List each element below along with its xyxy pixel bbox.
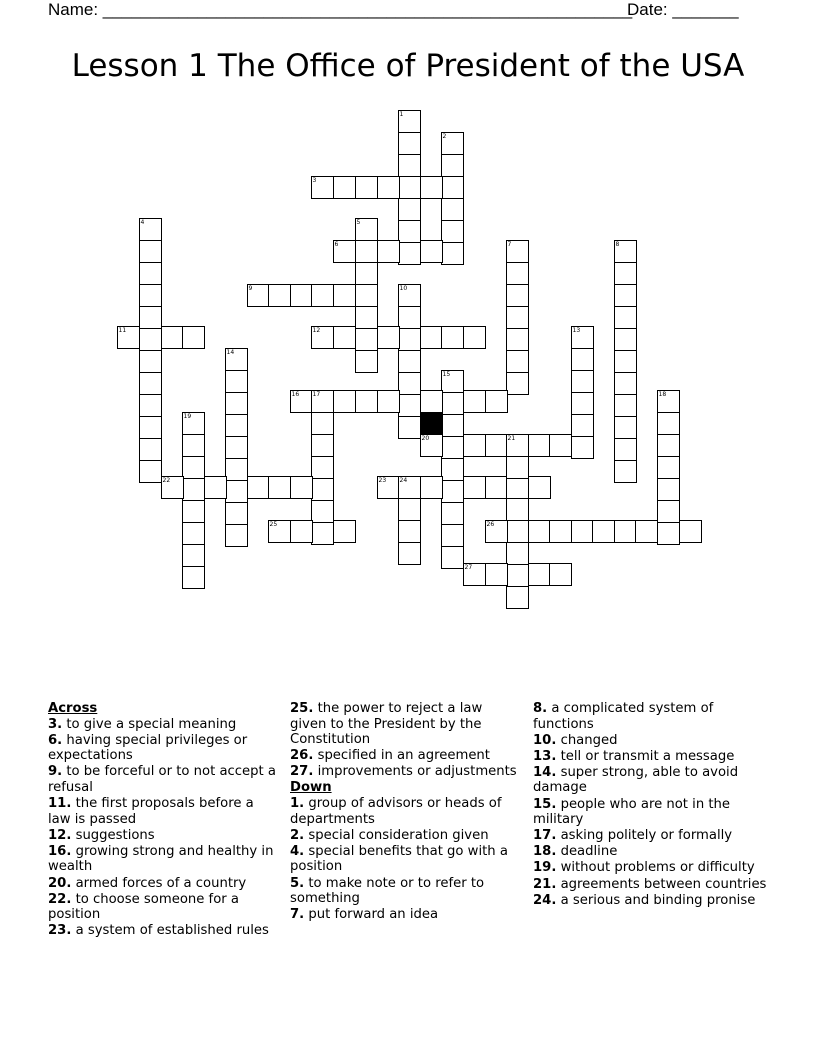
clue-item [533,877,773,893]
clue-item [48,717,280,733]
clue-number-label: 10 [399,284,408,292]
grid-cell[interactable] [398,328,421,351]
grid-cell[interactable] [506,476,529,499]
clue-number-label: 20 [421,434,430,442]
grid-cell[interactable] [311,522,334,545]
grid-cell[interactable] [420,390,443,413]
grid-cell[interactable] [614,328,637,351]
clue-number-label: 25 [269,520,278,528]
grid-cell[interactable] [139,306,162,329]
clue-item-number: 8. [533,701,548,716]
grid-cell[interactable] [398,154,421,177]
grid-cell[interactable] [571,414,594,437]
clue-number-label: 19 [183,412,192,420]
grid-cell[interactable] [657,456,680,479]
clue-item-text: agreements between countries [556,876,767,892]
clue-item [48,923,280,939]
grid-cell[interactable] [506,542,529,565]
grid-cell[interactable] [398,542,421,565]
grid-cell[interactable] [311,284,334,307]
clue-item [290,876,522,907]
grid-cell[interactable] [506,306,529,329]
grid-cell[interactable] [463,390,486,413]
grid-cell[interactable] [420,176,443,199]
grid-cell[interactable] [377,326,400,349]
grid-cell[interactable] [549,520,572,543]
clue-number-label: 21 [507,434,516,442]
grid-cell[interactable] [182,566,205,589]
clue-item-number: 21. [533,876,557,892]
grid-cell[interactable] [571,392,594,415]
clue-item-text: a system of established rules [71,923,269,939]
clue-item [533,733,773,749]
grid-cell[interactable] [571,436,594,459]
grid-cell[interactable] [614,262,637,285]
clue-item-text: changed [556,732,618,748]
grid-cell[interactable] [377,390,400,413]
grid-cell[interactable] [441,502,464,525]
grid-cell[interactable] [311,412,334,435]
grid-cell[interactable] [290,284,313,307]
grid-cell[interactable] [398,242,421,265]
grid-cell[interactable] [139,460,162,483]
grid-cell[interactable] [398,176,421,199]
clue-item [48,844,280,875]
page-title: Lesson 1 The Office of President of the USA [71,48,745,84]
clue-item-number: 3. [48,716,63,732]
grid-cell[interactable] [139,262,162,285]
grid-cell[interactable] [506,520,529,543]
clue-item [48,876,280,892]
grid-cell[interactable] [139,394,162,417]
clue-item-number: 2. [290,827,305,843]
grid-cell[interactable] [268,476,291,499]
grid-cell[interactable] [571,520,594,543]
clue-item [290,764,522,780]
grid-cell[interactable] [657,500,680,523]
clue-item-number: 13. [533,748,557,764]
grid-cell[interactable] [441,392,464,415]
grid-cell[interactable] [614,372,637,395]
grid-cell[interactable] [398,350,421,373]
clue-number-label: 4 [140,218,145,226]
clue-item [533,797,773,828]
grid-cell[interactable] [441,242,464,265]
clue-item-number: 27. [290,764,314,780]
clue-number-label: 22 [162,476,171,484]
grid-cell[interactable] [225,392,248,415]
grid-cell[interactable] [225,436,248,459]
clue-number-label: 1 [399,110,404,118]
grid-cell[interactable] [679,520,702,543]
clue-number-label: 15 [442,370,451,378]
clue-item-number: 15. [533,796,557,812]
clue-number-label: 8 [615,240,620,248]
clue-number-label: 14 [226,348,235,356]
clue-item-number: 17. [533,828,557,844]
grid-cell[interactable] [657,522,680,545]
clue-item-number: 18. [533,844,557,860]
clue-item [533,765,773,796]
clue-item-text: to be forceful or to not accept a refusal [48,764,276,795]
clue-item [290,796,522,827]
clue-item [48,733,280,764]
grid-cell[interactable] [614,460,637,483]
grid-cell[interactable] [463,476,486,499]
grid-cell[interactable] [485,476,508,499]
grid-cell[interactable] [485,390,508,413]
grid-cell[interactable] [657,478,680,501]
grid-cell[interactable] [463,434,486,457]
clue-number-label: 3 [312,176,317,184]
grid-cell[interactable] [311,434,334,457]
grid-cell[interactable] [290,520,313,543]
clue-number-label: 5 [356,218,361,226]
clue-number-label: 26 [486,520,495,528]
grid-cell[interactable] [398,498,421,521]
grid-cell[interactable] [333,390,356,413]
grid-cell[interactable] [614,520,637,543]
grid-cell[interactable] [571,348,594,371]
clue-item [290,828,522,844]
grid-cell[interactable] [398,372,421,395]
grid-cell[interactable] [592,520,615,543]
grid-cell[interactable] [441,154,464,177]
grid-cell[interactable] [441,480,464,503]
clue-item [533,860,773,876]
name-field[interactable]: Name: ________________________________________________________ [48,0,633,19]
clue-item-text: super strong, able to avoid damage [533,764,739,796]
clue-number-label: 6 [334,240,339,248]
grid-cell[interactable] [398,416,421,439]
grid-cell[interactable] [420,476,443,499]
grid-cell[interactable] [355,284,378,307]
grid-cell[interactable] [225,414,248,437]
clue-item-number: 12. [48,827,72,843]
grid-cell[interactable] [139,284,162,307]
clue-item-number: 22. [48,891,72,907]
grid-cell[interactable] [441,436,464,459]
down-heading: Down [290,780,332,796]
grid-cell[interactable] [355,306,378,329]
grid-cell[interactable] [441,524,464,547]
grid-cell[interactable] [355,240,378,263]
clue-item-text: having special privileges or expectations [48,732,248,764]
grid-cell[interactable] [506,564,529,587]
clues-column-1 [48,701,280,939]
grid-cell[interactable] [377,240,400,263]
clue-item-number: 24. [533,892,557,908]
clue-item [48,828,280,844]
grid-cell[interactable] [182,326,205,349]
grid-cell[interactable] [635,520,658,543]
clue-item-number: 23. [48,923,72,939]
grid-cell[interactable] [485,563,508,586]
grid-cell[interactable] [355,390,378,413]
clue-number-label: 12 [312,326,321,334]
clue-item-text: special consideration given [304,827,489,843]
clue-item-text: a serious and binding pronise [556,892,756,908]
clue-item-text: specified in an agreement [313,748,490,764]
grid-cell[interactable] [290,476,313,499]
clue-item-number: 6. [48,732,63,748]
grid-cell[interactable] [398,520,421,543]
grid-cell[interactable] [657,412,680,435]
grid-cell[interactable] [333,326,356,349]
grid-cell[interactable] [182,434,205,457]
grid-cell[interactable] [355,176,378,199]
clue-item-text: people who are not in the military [533,796,731,828]
grid-cell[interactable] [614,416,637,439]
clues-column-2 [290,701,522,923]
clue-item-text: growing strong and healthy in wealth [48,843,274,875]
grid-cell[interactable] [225,524,248,547]
grid-cell[interactable] [161,326,184,349]
grid-cell[interactable] [441,176,464,199]
grid-cell[interactable] [506,262,529,285]
grid-cell[interactable] [139,328,162,351]
grid-cell[interactable] [528,563,551,586]
date-field[interactable]: Date: _______ [627,0,739,19]
clue-number-label: 16 [291,390,300,398]
clue-item-text: to give a special meaning [62,716,237,732]
grid-cell[interactable] [182,544,205,567]
grid-cell[interactable] [441,458,464,481]
clue-number-label: 17 [312,390,321,398]
clue-item-text: the power to reject a law given to the President by the Constitution [290,701,483,748]
clue-item [533,701,773,732]
grid-cell[interactable] [485,434,508,457]
clue-number-label: 27 [464,563,473,571]
clue-item [533,828,773,844]
clue-number-label: 18 [658,390,667,398]
grid-cell[interactable] [549,434,572,457]
grid-cell[interactable] [441,414,464,437]
clue-item-number: 9. [48,764,63,780]
grid-cell[interactable] [506,498,529,521]
clue-number-label: 9 [248,284,253,292]
grid-cell[interactable] [333,284,356,307]
grid-cell[interactable] [441,326,464,349]
grid-cell[interactable] [614,394,637,417]
grid-cell[interactable] [506,456,529,479]
clue-item-text: the first proposals before a law is passed [48,796,254,827]
grid-cell[interactable] [398,198,421,221]
grid-cell[interactable] [528,434,551,457]
clue-item-number: 14. [533,764,557,780]
grid-cell[interactable] [204,476,227,499]
clue-item-text: armed forces of a country [71,875,247,891]
clue-item-text: tell or transmit a message [556,748,735,764]
clue-item-number: 26. [290,748,314,764]
clue-item-text: group of advisors or heads of departments [290,796,502,827]
grid-cell[interactable] [420,240,443,263]
grid-cell[interactable] [182,500,205,523]
grid-cell[interactable] [225,480,248,503]
clue-number-label: 23 [378,476,387,484]
grid-cell[interactable] [311,500,334,523]
grid-cell[interactable] [549,563,572,586]
clue-item [290,844,522,875]
clue-number-label: 13 [572,326,581,334]
clue-item-number: 20. [48,875,72,891]
grid-cell[interactable] [398,220,421,243]
grid-cell[interactable] [182,478,205,501]
clues-column-3 [533,701,773,909]
clue-item-number: 16. [48,843,72,859]
grid-cell[interactable] [311,456,334,479]
grid-cell[interactable] [614,350,637,373]
grid-cell[interactable] [333,520,356,543]
clue-item [533,893,773,909]
grid-cell[interactable] [355,350,378,373]
clue-item-text: suggestions [71,827,155,843]
clue-item-number: 7. [290,907,305,923]
grid-cell[interactable] [225,502,248,525]
clue-number-label: 24 [399,476,408,484]
clue-item [533,844,773,860]
grid-cell[interactable] [139,240,162,263]
clue-item-number: 4. [290,843,305,859]
grid-cell[interactable] [268,284,291,307]
clue-item [290,748,522,764]
grid-cell[interactable] [463,326,486,349]
grid-cell[interactable] [614,284,637,307]
grid-cell[interactable] [225,370,248,393]
grid-cell[interactable] [528,520,551,543]
across-heading: Across [48,701,98,716]
clue-item-text: to make note or to refer to something [290,875,485,907]
grid-cell[interactable] [441,546,464,569]
clue-item-text: to choose someone for a position [48,891,239,923]
clue-item-number: 11. [48,796,72,812]
clue-item-text: asking politely or formally [556,828,733,844]
grid-cell[interactable] [441,198,464,221]
grid-cell[interactable] [377,176,400,199]
grid-cell[interactable] [441,220,464,243]
clue-item [48,796,280,827]
grid-cell[interactable] [139,416,162,439]
clue-item-number: 19. [533,860,557,876]
clue-item-text: special benefits that go with a position [290,843,508,875]
grid-cell[interactable] [614,438,637,461]
grid-cell[interactable] [657,434,680,457]
clue-item-number: 25. [290,701,314,716]
clue-item-text: improvements or adjustments [313,764,517,780]
clue-item [290,701,522,748]
clue-item-text: put forward an idea [304,907,439,923]
clue-number-label: 2 [442,132,447,140]
grid-cell[interactable] [398,394,421,417]
clue-item-text: a complicated system of functions [533,701,714,732]
clue-item-number: 5. [290,875,305,891]
grid-cell[interactable] [571,370,594,393]
clue-item [48,892,280,923]
grid-cell[interactable] [225,458,248,481]
grid-cell[interactable] [420,326,443,349]
grid-cell[interactable] [506,350,529,373]
clue-number-label: 11 [118,326,127,334]
clue-item [48,764,280,795]
clue-item-number: 10. [533,732,557,748]
grid-cell[interactable] [247,476,270,499]
grid-cell[interactable] [333,176,356,199]
black-cell [420,412,443,435]
clue-item-text: deadline [556,844,618,860]
grid-cell[interactable] [398,306,421,329]
grid-cell[interactable] [506,284,529,307]
grid-cell[interactable] [506,586,529,609]
clue-item-text: without problems or difficulty [556,860,755,876]
clue-number-label: 7 [507,240,512,248]
grid-cell[interactable] [139,350,162,373]
grid-cell[interactable] [311,478,334,501]
grid-cell[interactable] [182,456,205,479]
grid-cell[interactable] [355,262,378,285]
grid-cell[interactable] [506,372,529,395]
grid-cell[interactable] [355,328,378,351]
grid-cell[interactable] [506,328,529,351]
grid-cell[interactable] [139,372,162,395]
clue-item [290,907,522,923]
clue-item [533,749,773,765]
grid-cell[interactable] [528,476,551,499]
grid-cell[interactable] [398,132,421,155]
grid-cell[interactable] [614,306,637,329]
grid-cell[interactable] [139,438,162,461]
clue-item-number: 1. [290,796,305,812]
grid-cell[interactable] [182,522,205,545]
